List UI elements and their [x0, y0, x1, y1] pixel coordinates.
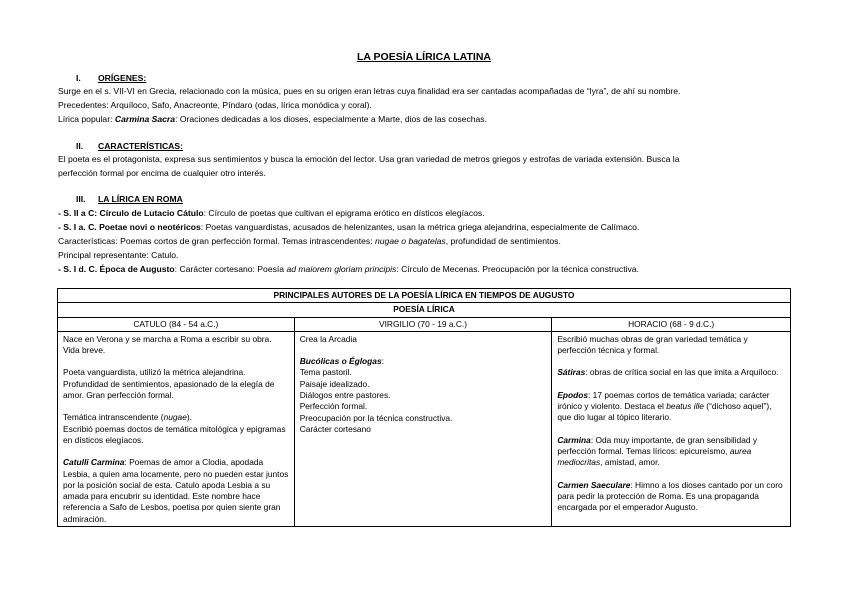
- paragraph: [557, 367, 785, 378]
- paragraph: Poeta vanguardista, utilizó la métrica alejandrina. Profundidad de sentimientos, apasionado de la elegía de amor. Gran perfección formal.: [63, 367, 275, 401]
- list-item: Diálogos entre pastores.: [299, 390, 391, 401]
- roma-line-1: [58, 208, 485, 219]
- roma-line-3: [58, 236, 561, 247]
- emphasis-term: aurea mediocritas: [557, 445, 752, 468]
- section-origenes-heading: [76, 73, 146, 84]
- table-subheader: POESÍA LÍRICA: [58, 303, 791, 317]
- text-run: : obras de crítica social en las que imita a Arquíloco.: [585, 367, 779, 378]
- emphasis-term: nugae o bagatelas: [375, 236, 446, 246]
- origenes-line-2: Precedentes: Arquíloco, Safo, Anacreonte, Píndaro (odas, lírica monódica y coral).: [58, 100, 372, 110]
- text-run: :: [381, 356, 384, 367]
- emphasis-term: Sátiras: [557, 367, 586, 378]
- section-number: III.: [76, 194, 86, 204]
- text-run: : Carácter cortesano: Poesía: [174, 264, 287, 274]
- origenes-line-1: Surge en el s. VII-VI en Grecia, relacionado con la música, pues en su origen eran letras cuya finalidad era ser cantadas acompañadas de “lyra”, de ahí su nombre.: [58, 86, 681, 96]
- text-run: : Círculo de Mecenas. Preocupación por la técnica constructiva.: [396, 264, 639, 274]
- section-title: ORÍGENES:: [98, 73, 147, 83]
- roma-line-5: [58, 264, 639, 275]
- section-title: LA LÍRICA EN ROMA: [98, 194, 183, 204]
- emphasis-term: Epodos: [557, 389, 589, 400]
- text-run: , amistad, amor.: [600, 457, 660, 468]
- section-title: CARACTERÍSTICAS:: [98, 141, 183, 151]
- roma-line-4: Principal representante: Catulo.: [58, 250, 179, 260]
- paragraph: Escribió poemas doctos de temática mitológica y epigramas en dísticos elegíacos.: [63, 423, 286, 445]
- emphasis-term: Carmina Sacra: [114, 114, 176, 124]
- table-header: PRINCIPALES AUTORES DE LA POESÍA LÍRICA EN TIEMPOS DE AUGUSTO: [58, 289, 791, 303]
- text-run: : Oraciones dedicadas a los dioses, especialmente a Marte, dios de las cosechas.: [175, 114, 487, 124]
- emphasis-term: Bucólicas o Églogas: [299, 356, 382, 367]
- emphasis-term: beatus ille: [666, 401, 704, 412]
- list-item: Paisaje idealizado.: [299, 378, 370, 389]
- text-run: : Poetas vanguardistas, acusados de helenizantes, usan la métrica griega alejandrina, especialmente de Calímaco.: [200, 222, 640, 232]
- paragraph: [557, 435, 785, 469]
- paragraph: Escribió muchas obras de gran variedad temática y perfección técnica y formal.: [557, 333, 748, 356]
- emphasis-term: nugae: [163, 412, 187, 423]
- horacio-cell: [552, 331, 791, 526]
- text-run: , profundidad de sentimientos.: [445, 236, 561, 246]
- paragraph: [63, 412, 289, 423]
- section-number: II.: [76, 141, 84, 151]
- column-header-catulo: CATULO (84 - 54 a.C.): [58, 317, 295, 331]
- text-run: - S. II a C: Círculo de Lutacio Cátulo: [58, 208, 204, 218]
- paragraph: [557, 480, 785, 514]
- paragraph: [557, 390, 785, 424]
- text-run: Lírica popular:: [58, 114, 115, 124]
- text-run: : Himno a los dioses cantado por un coro para pedir la protección de Roma. Es una propaganda encargada por el emperador Augusto.: [557, 479, 783, 513]
- page-title: LA POESÍA LÍRICA LATINA: [357, 51, 491, 63]
- authors-table: [57, 288, 791, 527]
- origenes-line-3: [58, 114, 487, 125]
- text-run: - S. I d. C. Época de Augusto: [58, 264, 175, 274]
- section-caracteristicas-heading: [76, 141, 183, 152]
- catulo-cell: [58, 331, 295, 526]
- emphasis-term: Carmina: [557, 434, 591, 445]
- roma-line-2: [58, 222, 639, 233]
- text-run: : 17 poemas cortos de temática variada; carácter irónico y violento. Destaca el: [557, 389, 770, 412]
- text-run: (“dichoso aquel”), que dio lugar al tópico literario.: [557, 401, 772, 423]
- text-run: : Círculo de poetas que cultivan el epigrama erótico en dísticos elegíacos.: [203, 208, 485, 218]
- virgilio-cell: [294, 331, 552, 526]
- paragraph: [300, 356, 547, 367]
- paragraph: Crea la Arcadia: [299, 333, 357, 344]
- list-item: Carácter cortesano: [299, 423, 371, 434]
- text-run: Temática intranscendente (: [63, 412, 164, 423]
- list-item: Tema pastoril.: [299, 367, 352, 378]
- section-number: I.: [76, 73, 81, 83]
- emphasis-term: ad maiorem gloriam principis: [286, 264, 397, 274]
- text-run: Características: Poemas cortos de gran perfección formal. Temas intrascendentes:: [58, 236, 375, 246]
- list-item: Preocupación por la técnica constructiva.: [299, 412, 453, 423]
- text-run: - S. I a. C. Poetae novi o neotéricos: [58, 222, 201, 232]
- text-run: : Poemas de amor a Clodia, apodada Lesbia, a quien ama locamente, pero no pueden estar juntos por la posición social de esta. Catulo apoda Lesbia a su amada para encubrir su identidad. Este nombre hace referencia a Safo de Lesbos, poetisa por quien siente gran admiración.: [63, 457, 289, 524]
- text-run: ).: [186, 412, 192, 423]
- column-header-virgilio: VIRGILIO (70 - 19 a.C.): [294, 317, 552, 331]
- caracteristicas-line-2: perfección formal por encima de cualquier otro interés.: [58, 168, 266, 178]
- text-run: : Oda muy importante, de gran sensibilidad y perfección formal. Temas líricos: epicureísmo,: [557, 434, 758, 456]
- emphasis-term: Carmen Saeculare: [557, 479, 631, 490]
- emphasis-term: Catulli Carmina: [63, 457, 125, 468]
- section-roma-heading: [76, 194, 183, 205]
- column-header-horacio: HORACIO (68 - 9 d.C.): [552, 317, 791, 331]
- paragraph: [63, 457, 289, 525]
- list-item: Perfección formal.: [299, 401, 368, 412]
- caracteristicas-line-1: El poeta es el protagonista, expresa sus sentimientos y busca la emoción del lector. Usa gran variedad de metros griegos y estrofas de variada extensión. Busca la: [58, 154, 680, 164]
- paragraph: Nace en Verona y se marcha a Roma a escribir su obra. Vida breve.: [63, 333, 272, 356]
